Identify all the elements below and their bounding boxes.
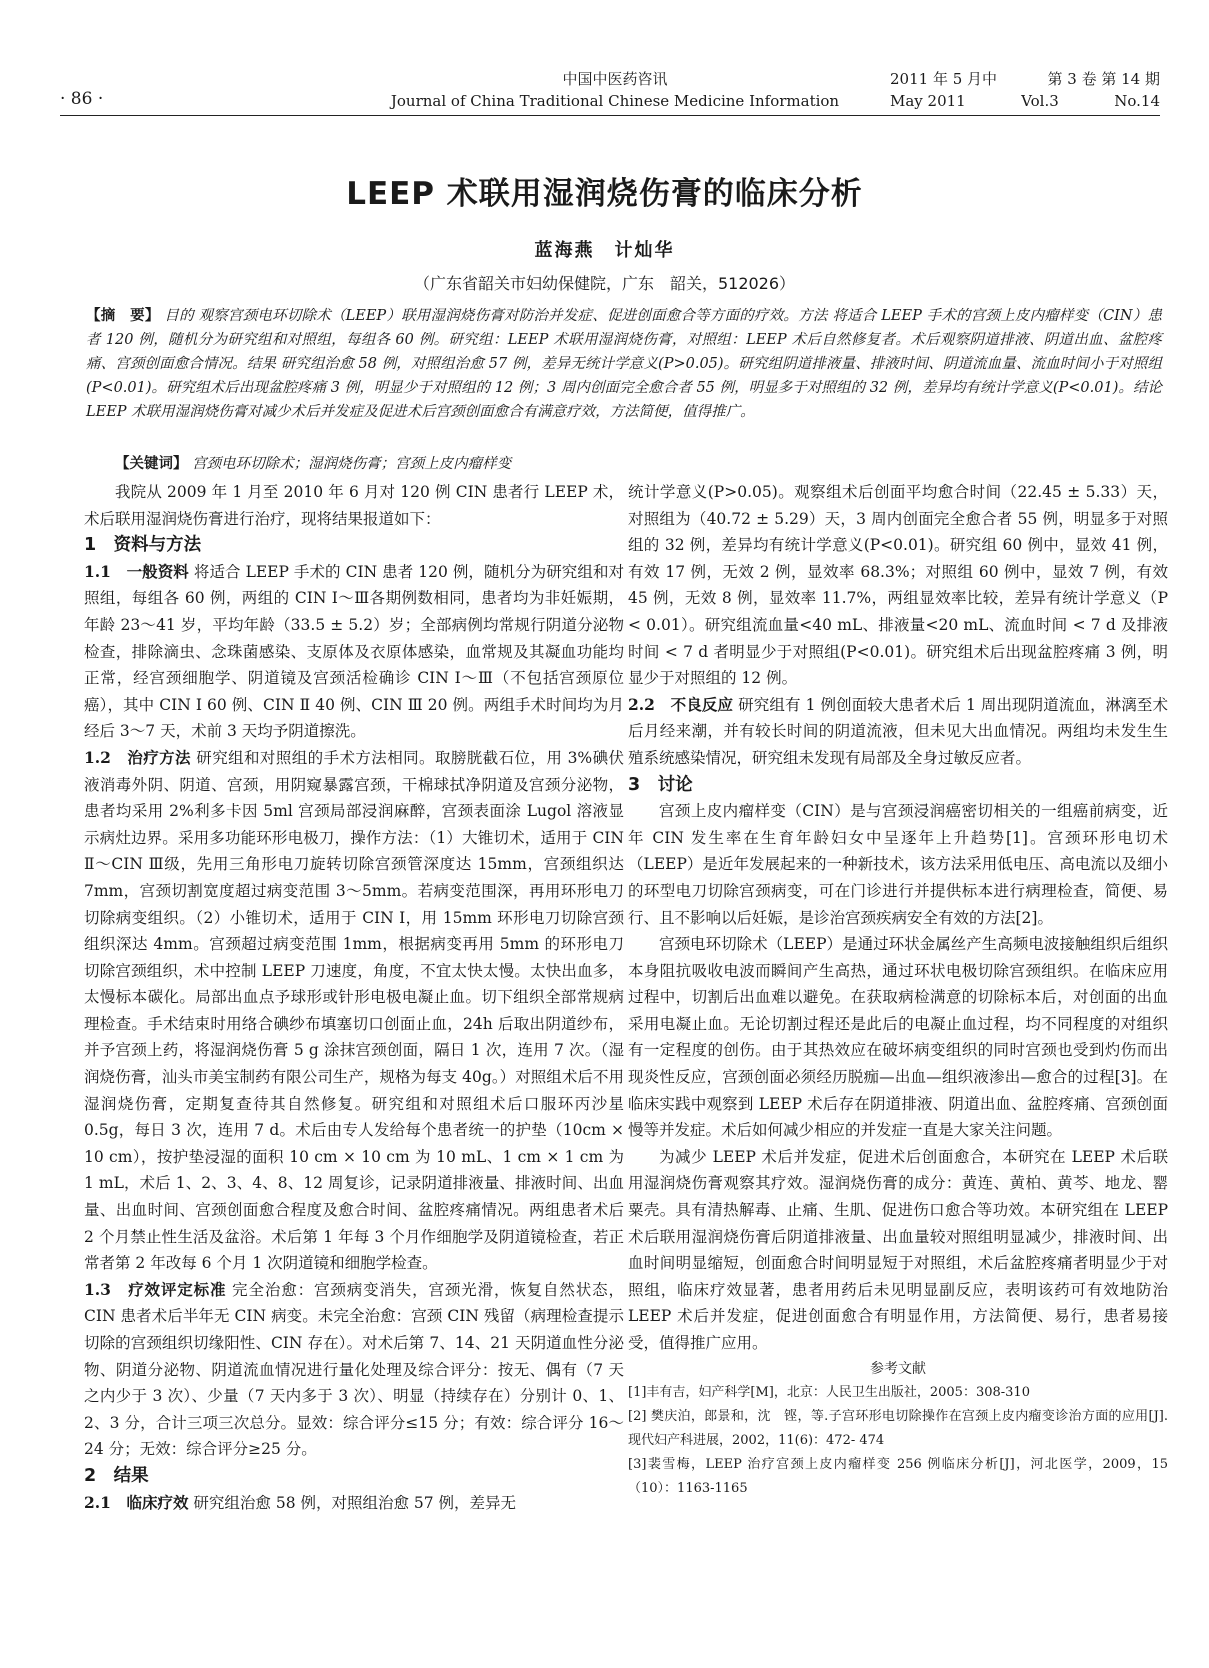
section-1-3	[84, 1277, 624, 1463]
reference-1: [1]丰有吉，妇产科学[M]，北京：人民卫生出版社，2005：308-310	[628, 1384, 1030, 1400]
section-1-3-label: 1.3 疗效评定标准	[84, 1279, 227, 1299]
discussion-paragraph-2: 宫颈电环切除术（LEEP）是通过环状金属丝产生高频电波接触组织后组织本身阻抗吸收电波而瞬间产生高热，通过环状电极切除宫颈组织。在临床应用过程中，切割后出血难以避免。在获取病检满意的切除标本后，对创面的出血采用电凝止血。无论切割过程还是此后的电凝止血过程，均不同程度的对组织有一定程度的创伤。由于其热效应在破坏病变组织的同时宫颈也受到灼伤而出现炎性反应，宫颈创面必须经历脱痂—出血—组织液渗出—愈合的过程[3]。在临床实践中观察到 LEEP 术后存在阴道排液、阴道出血、盆腔疼痛、宫颈创面慢等并发症。术后如何减少相应的并发症一直是大家关注问题。	[628, 935, 1168, 1140]
article-title: LEEP 术联用湿润烧伤膏的临床分析	[346, 176, 863, 212]
abstract-text: 目的 观察宫颈电环切除术（LEEP）联用湿润烧伤膏对防治并发症、促进创面愈合等方面的疗效。方法 将适合 LEEP 手术的宫颈上皮内瘤样变（CIN）患者 120 例，随机分为研究组和对照组，每组各 60 例。研究组：LEEP 术联用湿润烧伤膏，对照组：LEEP 术后自然修复者。术后观察阴道排液、阴道出血、盆腔疼痛、宫颈创面愈合情况。结果 研究组治愈 58 例，对照组治愈 57 例，差异无统计学意义(P>0.05)。研究组阴道排液量、排液时间、阴道流血量、流血时间小于对照组(P<0.01)。研究组术后出现盆腔疼痛 3 例，明显少于对照组的 12 例；3 周内创面完全愈合者 55 例，明显多于对照组的 32 例，差异均有统计学意义(P<0.01)。结论 LEEP 术联用湿润烧伤膏对减少术后并发症及促进术后宫颈创面愈合有满意疗效，方法简便，值得推广。	[86, 308, 1163, 420]
section-2-1-text: 研究组治愈 58 例，对照组治愈 57 例，差异无	[193, 1493, 517, 1512]
issue-info	[890, 68, 1160, 112]
keywords-text: 宫颈电环切除术；湿润烧伤膏；宫颈上皮内瘤样变	[192, 456, 512, 472]
section-2-1	[84, 1490, 624, 1517]
journal-header	[380, 68, 850, 112]
issue-date-cn: 2011 年 5 月中	[890, 70, 998, 88]
keywords-label: 【关键词】	[115, 455, 188, 472]
journal-name-cn: 中国中医药咨讯	[562, 70, 668, 88]
author-affiliation: （广东省韶关市妇幼保健院，广东 韶关，512026）	[413, 274, 796, 293]
section-2-1-continued: 统计学意义(P>0.05)。观察组术后创面平均愈合时间（22.45 ± 5.33）天，对照组为（40.72 ± 5.29）天，3 周内创面完全愈合者 55 例，明显多于对照组的 32 例，差异均有统计学意义(P<0.01)。研究组 60 例中，显效 41 例，有效 17 例，无效 2 例，显效率 68.3%；对照组 60 例中，显效 7 例，有效 45 例，无效 8 例，显效率 11.7%，两组显效率比较，差异有统计学意义（P < 0.01）。研究组流血量<40 mL、排液量<20 mL、流血时间 < 7 d 及排液时间 < 7 d 者明显少于对照组(P<0.01)。研究组术后出现盆腔疼痛 3 例，明显少于对照组的 12 例。	[628, 483, 1168, 688]
section-1-2-label: 1.2 治疗方法	[84, 747, 191, 767]
reference-3: [3]裴雪梅，LEEP 治疗宫颈上皮内瘤样变 256 例临床分析[J]，河北医学，2009，15（10）：1163-1165	[628, 1456, 1168, 1496]
references-heading: 参考文献	[870, 1360, 926, 1377]
abstract-label: 【摘 要】	[86, 307, 160, 324]
section-1-1	[84, 559, 624, 745]
article-authors: 蓝海燕 计灿华	[534, 240, 675, 261]
section-heading-results: 2 结果	[84, 1465, 149, 1486]
issue-volume-en: Vol.3	[1021, 92, 1059, 110]
section-2-1-label: 2.1 临床疗效	[84, 1492, 189, 1512]
section-1-2-text: 研究组和对照组的手术方法相同。取膀胱截石位，用 3%碘伏液消毒外阴、阴道、宫颈，用阴窥暴露宫颈，干棉球拭净阴道及宫颈分泌物，患者均采用 2%利多卡因 5ml 宫颈局部浸润麻醉，宫颈表面涂 Lugol 溶液显示病灶边界。采用多功能环形电极刀，操作方法：（1）大锥切术，适用于 CIN Ⅱ～CIN Ⅲ级，先用三角形电刀旋转切除宫颈管深度达 15mm，宫颈组织达 7mm，宫颈切割宽度超过病变范围 3～5mm。若病变范围深，再用环形电刀切除病变组织。（2）小锥切术，适用于 CIN Ⅰ，用 15mm 环形电刀切除宫颈组织深达 4mm。宫颈超过病变范围 1mm，根据病变再用 5mm 的环形电刀切除宫颈组织，术中控制 LEEP 刀速度，角度，不宜太快太慢。太快出血多，太慢标本碳化。局部出血点予球形或针形电极电凝止血。切下组织全部常规病理检查。手术结束时用络合碘纱布填塞切口创面止血，24h 后取出阴道纱布，并予宫颈上药，将湿润烧伤膏 5 g 涂抹宫颈创面，隔日 1 次，连用 7 次。（湿润烧伤膏，汕头市美宝制药有限公司生产，规格为每支 40g。）对照组术后不用湿润烧伤膏，定期复查待其自然修复。研究组和对照组术后口服环丙沙星 0.5g，每日 3 次，连用 7 d。术后由专人发给每个患者统一的护垫（10cm × 10 cm），按护垫浸湿的面积 10 cm × 10 cm 为 10 mL、1 cm × 1 cm 为 1 mL，术后 1、2、3、4、8、12 周复诊，记录阴道排液量、排液时间、出血量、出血时间、宫颈创面愈合程度及愈合时间、盆腔疼痛情况。两组患者术后 2 个月禁止性生活及盆浴。术后第 1 年每 3 个月作细胞学及阴道镜检查，若正常者第 2 年改每 6 个月 1 次阴道镜和细胞学检查。	[84, 748, 624, 1273]
section-1-1-label: 1.1 一般资料	[84, 561, 189, 581]
reference-2: [2] 樊庆泊，郎景和，沈 铿，等.子宫环形电切除操作在宫颈上皮内瘤变诊治方面的应用[J].现代妇产科进展，2002，11(6)：472- 474	[628, 1408, 1168, 1448]
section-heading-discussion: 3 讨论	[628, 774, 693, 795]
section-1-1-text: 将适合 LEEP 手术的 CIN 患者 120 例，随机分为研究组和对照组，每组各 60 例，两组的 CIN Ⅰ～Ⅲ各期例数相同，患者均为非妊娠期，年龄 23～41 岁，平均年龄（33.5 ± 5.2）岁；全部病例均常规行阴道分泌物检查，排除滴虫、念珠菌感染、支原体及衣原体感染，血常规及其凝血功能均正常，经宫颈细胞学、阴道镜及宫颈活检确诊 CIN Ⅰ～Ⅲ（不包括宫颈原位癌），其中 CIN Ⅰ 60 例、CIN Ⅱ 40 例、CIN Ⅲ 20 例。两组手术时间均为月经后 3～7 天，术前 3 天均予阴道擦洗。	[84, 562, 625, 741]
journal-name-en: Journal of China Traditional Chinese Medicine Information	[390, 92, 840, 110]
section-2-2	[628, 692, 1168, 772]
section-2-2-text: 研究组有 1 例创面较大患者术后 1 周出现阴道流血，淋漓至术后月经来潮，并有较长时间的阴道流液，但未见大出血情况。两组均未发生生殖系统感染情况，研究组未发现有局部及全身过敏反应者。	[628, 695, 1168, 767]
discussion-paragraph-1: 宫颈上皮内瘤样变（CIN）是与宫颈浸润癌密切相关的一组癌前病变，近年 CIN 发生率在生育年龄妇女中呈逐年上升趋势[1]。宫颈环形电切术（LEEP）是近年发展起来的一种新技术，该方法采用低电压、高电流以及细小的环型电刀切除宫颈病变，可在门诊进行并提供标本进行病理检查，简便、易行、且不影响以后妊娠，是诊治宫颈疾病安全有效的方法[2]。	[628, 802, 1168, 927]
issue-number-en: No.14	[1114, 92, 1160, 110]
intro-paragraph: 我院从 2009 年 1 月至 2010 年 6 月对 120 例 CIN 患者行 LEEP 术，术后联用湿润烧伤膏进行治疗，现将结果报道如下：	[84, 483, 624, 528]
right-column	[628, 479, 1168, 1501]
discussion-paragraph-3: 为减少 LEEP 术后并发症，促进术后创面愈合，本研究在 LEEP 术后联用湿润烧伤膏观察其疗效。湿润烧伤膏的成分：黄连、黄柏、黄芩、地龙、罂粟壳。具有清热解毒、止痛、生肌、促进伤口愈合等功效。本研究组在 LEEP 术后联用湿润烧伤膏后阴道排液量、出血量较对照组明显减少，排液时间、出血时间明显缩短，创面愈合时间明显短于对照组，术后盆腔疼痛者明显少于对照组，临床疗效显著，患者用药后未见明显副反应，表明该药可有效地防治 LEEP 术后并发症，促进创面愈合有明显作用，方法简便、易行，患者易接受，值得推广应用。	[628, 1147, 1168, 1352]
page-number: · 86 ·	[60, 89, 104, 109]
section-1-2	[84, 745, 624, 1277]
left-column	[84, 479, 624, 1516]
issue-volume-cn: 第 3 卷 第 14 期	[1047, 70, 1160, 88]
issue-date-en: May 2011	[890, 92, 966, 110]
abstract	[86, 304, 1162, 424]
section-heading-methods: 1 资料与方法	[84, 535, 202, 556]
header-rule	[60, 115, 1160, 116]
keywords	[115, 452, 1155, 476]
section-1-3-text: 完全治愈：宫颈病变消失，宫颈光滑，恢复自然状态，CIN 患者术后半年无 CIN 病变。未完全治愈：宫颈 CIN 残留（病理检查提示切除的宫颈组织切缘阳性、CIN 存在）。对术后第 7、14、21 天阴道血性分泌物、阴道分泌物、阴道流血情况进行量化处理及综合评分：按无、偶有（7 天之内少于 3 次）、少量（7 天内多于 3 次）、明显（持续存在）分别计 0、1、2、3 分，合计三项三次总分。显效：综合评分≤15 分；有效：综合评分 16～24 分；无效：综合评分≥25 分。	[84, 1280, 624, 1459]
section-2-2-label: 2.2 不良反应	[628, 694, 734, 714]
